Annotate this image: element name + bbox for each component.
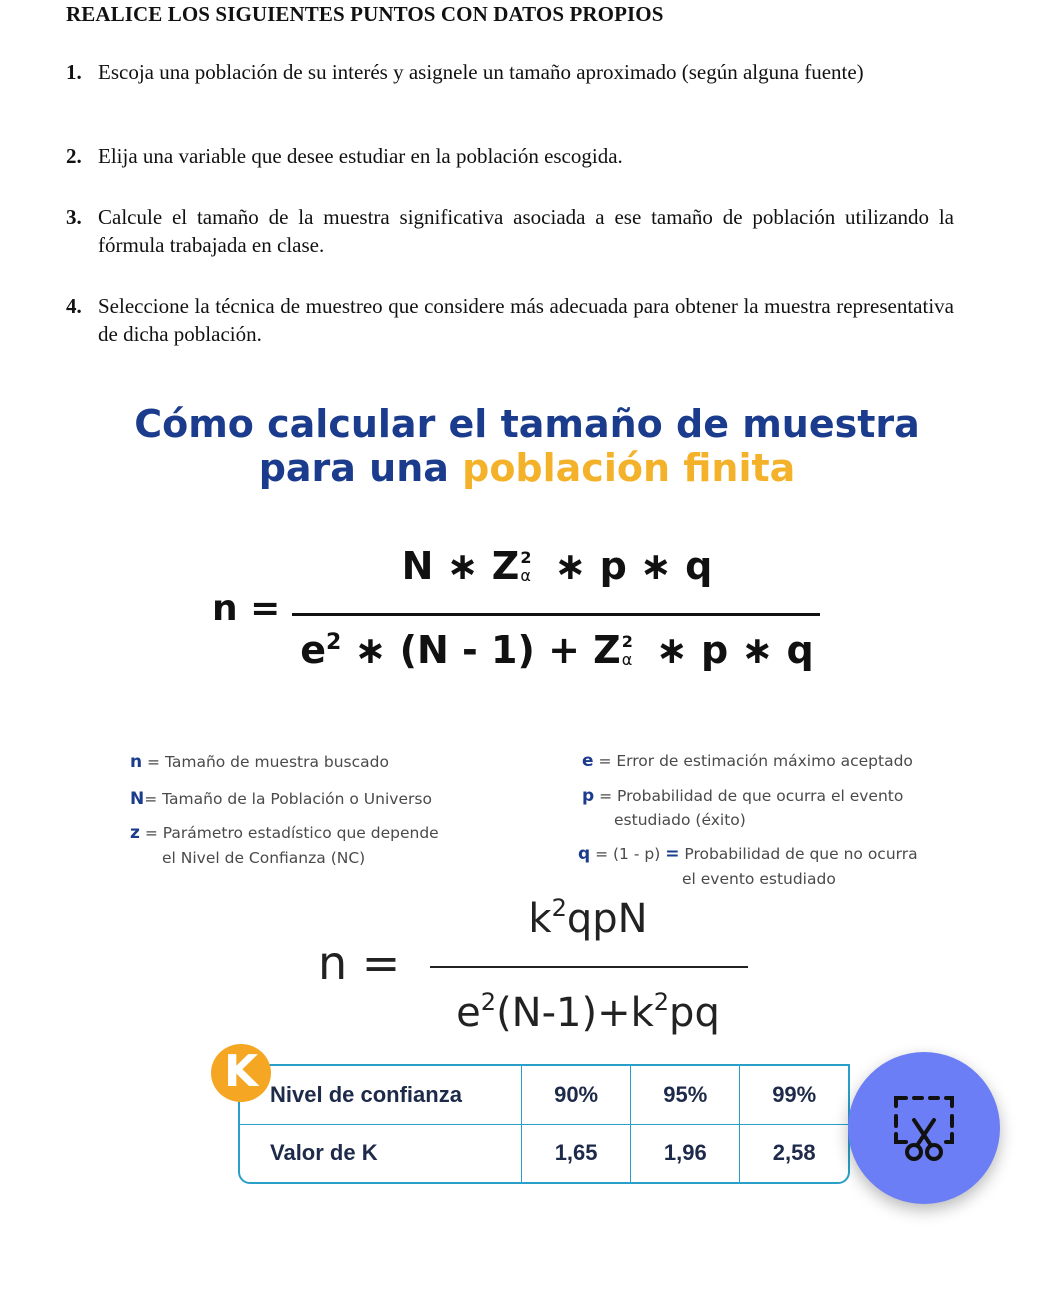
formula2-part: e bbox=[456, 990, 481, 1036]
legend-q bbox=[578, 844, 918, 864]
z-sup: 2 bbox=[520, 548, 532, 567]
infographic-title-line2 bbox=[96, 446, 958, 490]
z-sub: α bbox=[520, 566, 531, 585]
legend-e bbox=[582, 751, 913, 771]
z-sub: α bbox=[621, 650, 633, 669]
legend-desc: = Probabilidad de que ocurra el evento bbox=[594, 787, 904, 805]
formula2-sup: 2 bbox=[551, 894, 567, 922]
legend-desc: Probabilidad de que no ocurra bbox=[679, 845, 918, 863]
legend-desc: = Parámetro estadístico que depende bbox=[139, 824, 439, 842]
document-heading: REALICE LOS SIGUIENTES PUNTOS CON DATOS PROPIOS bbox=[66, 2, 664, 26]
legend-desc: = Error de estimación máximo aceptado bbox=[593, 752, 913, 770]
legend-n bbox=[130, 752, 389, 772]
legend-symbol: p bbox=[582, 786, 595, 806]
legend-symbol: = bbox=[665, 844, 680, 864]
formula2-fraction-bar bbox=[430, 966, 748, 968]
formula2-part: qpN bbox=[566, 896, 648, 942]
formula1-numerator bbox=[292, 544, 822, 588]
legend-symbol: q bbox=[578, 844, 591, 864]
k-logo: K bbox=[211, 1044, 271, 1102]
formula1-fraction-bar bbox=[292, 613, 820, 616]
formula2-part: (N-1)+k bbox=[496, 990, 654, 1036]
list-item bbox=[66, 203, 954, 259]
legend-desc: = Tamaño de muestra buscado bbox=[142, 753, 389, 771]
e-sup: 2 bbox=[326, 630, 342, 655]
legend-z bbox=[130, 823, 439, 843]
sample-size-infographic bbox=[96, 388, 958, 1038]
item-text: Calcule el tamaño de la muestra significativa asociada a ese tamaño de población utilizando la fórmula trabajada en clase. bbox=[98, 205, 954, 257]
list-item bbox=[66, 142, 954, 170]
formula2-sup: 2 bbox=[653, 988, 670, 1016]
legend-symbol: n bbox=[130, 752, 143, 772]
title-accent: población finita bbox=[462, 446, 796, 490]
list-item bbox=[66, 58, 954, 86]
legend-q-cont: el evento estudiado bbox=[682, 870, 836, 888]
screenshot-scissors-icon bbox=[892, 1092, 956, 1164]
item-text: Elija una variable que desee estudiar en la población escogida. bbox=[98, 144, 623, 168]
legend-symbol: N bbox=[130, 789, 145, 809]
title-prefix: para una bbox=[258, 446, 463, 490]
table-row bbox=[240, 1066, 848, 1124]
formula2-part: pq bbox=[669, 990, 720, 1036]
table-cell: 1,65 bbox=[522, 1124, 631, 1182]
formula1-den-part: ∗ (N - 1) + Z bbox=[341, 628, 621, 672]
infographic-title-line1: Cómo calcular el tamaño de muestra bbox=[134, 402, 920, 446]
item-text: Escoja una población de su interés y asignele un tamaño aproximado (según alguna fuente) bbox=[98, 60, 864, 84]
formula1-num-part: ∗ p ∗ q bbox=[554, 544, 713, 588]
formula2-numerator bbox=[428, 894, 748, 942]
item-number: 2. bbox=[66, 144, 82, 168]
table-row bbox=[240, 1124, 848, 1182]
formula2-sup: 2 bbox=[480, 988, 497, 1016]
z-sup: 2 bbox=[621, 632, 633, 651]
table-cell: Valor de K bbox=[240, 1124, 522, 1182]
formula1-num-part: N ∗ Z bbox=[401, 544, 520, 588]
table-cell: 99% bbox=[740, 1066, 848, 1124]
legend-p bbox=[582, 786, 903, 806]
table-cell: 2,58 bbox=[740, 1124, 848, 1182]
formula1-den-part: ∗ p ∗ q bbox=[655, 628, 814, 672]
formula2-part: k bbox=[528, 896, 552, 942]
screenshot-button[interactable] bbox=[848, 1052, 1000, 1204]
formula1-denominator bbox=[292, 628, 822, 672]
item-number: 1. bbox=[66, 60, 82, 84]
confidence-table bbox=[238, 1064, 850, 1184]
formula2-lhs: n = bbox=[318, 936, 401, 990]
legend-N bbox=[130, 789, 432, 809]
legend-symbol: e bbox=[582, 751, 594, 771]
formula1-lhs: n = bbox=[212, 588, 281, 629]
formula2-denominator bbox=[428, 988, 748, 1036]
legend-symbol: z bbox=[130, 823, 140, 843]
table-cell: 90% bbox=[522, 1066, 631, 1124]
table-cell: 95% bbox=[631, 1066, 740, 1124]
item-number: 3. bbox=[66, 205, 82, 229]
legend-desc: = (1 - p) bbox=[590, 845, 666, 863]
legend-desc: = Tamaño de la Población o Universo bbox=[144, 790, 432, 808]
list-item bbox=[66, 292, 954, 348]
table-cell: Nivel de confianza bbox=[240, 1066, 522, 1124]
formula1-den-part: e bbox=[300, 628, 327, 672]
item-number: 4. bbox=[66, 294, 82, 318]
table-cell: 1,96 bbox=[631, 1124, 740, 1182]
item-text: Seleccione la técnica de muestreo que considere más adecuada para obtener la muestra representativa de dicha población. bbox=[98, 294, 954, 346]
legend-p-cont: estudiado (éxito) bbox=[614, 811, 746, 829]
legend-z-cont: el Nivel de Confianza (NC) bbox=[162, 849, 366, 867]
